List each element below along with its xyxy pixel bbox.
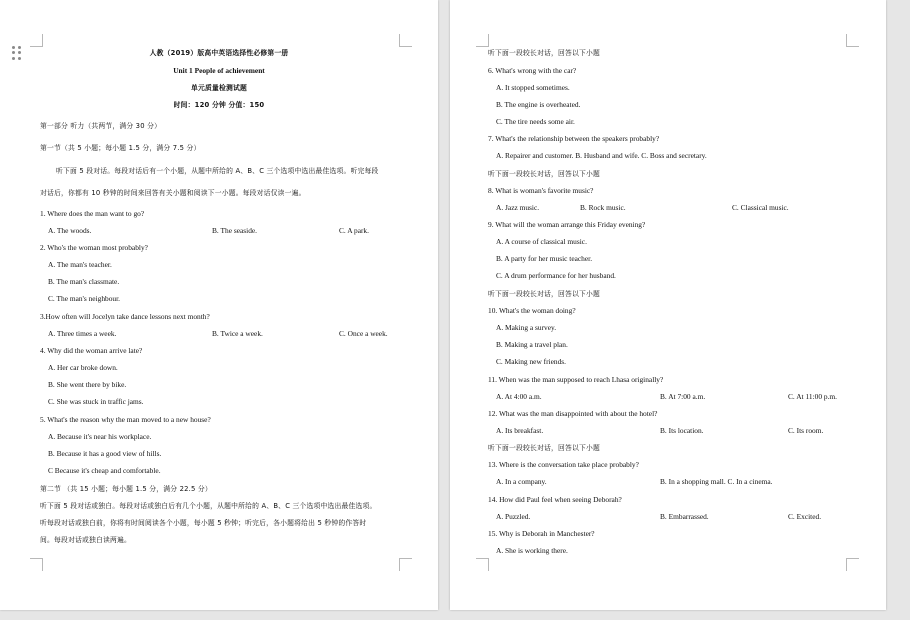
option-b: B. Its location. xyxy=(660,426,704,435)
option-a: A. In a company. xyxy=(496,477,547,486)
corner-mark-top-right xyxy=(399,34,412,47)
option-c: C. At 11:00 p.m. xyxy=(788,392,838,401)
option-b: B. She went there by bike. xyxy=(48,380,127,389)
option-c: C. Its room. xyxy=(788,426,824,435)
dialogue-heading: 听下面一段较长对话，回答以下小题 xyxy=(488,170,600,178)
option-b: B. The engine is overheated. xyxy=(496,100,581,109)
question-3: 3.How often will Jocelyn take dance lessons next month? xyxy=(40,312,210,321)
option-b: B. At 7:00 a.m. xyxy=(660,392,706,401)
corner-mark-top-left xyxy=(30,34,43,47)
time-score: 时间：120 分钟 分值：150 xyxy=(173,101,265,109)
corner-mark-bottom-left xyxy=(30,558,43,571)
instruction-text: 间。每段对话或独白读两遍。 xyxy=(40,536,131,544)
question-10: 10. What's the woman doing? xyxy=(488,306,576,315)
question-12: 12. What was the man disappointed with about the hotel? xyxy=(488,409,658,418)
dialogue-heading: 听下面一段较长对话，回答以下小题 xyxy=(488,49,600,57)
option-c: C. The man's neighbour. xyxy=(48,294,121,303)
option-c: C. The tire needs some air. xyxy=(496,117,575,126)
option-a: A. Because it's near his workplace. xyxy=(48,432,152,441)
option-a: A. Her car broke down. xyxy=(48,363,118,372)
instruction-text: 对话后，你都有 10 秒钟的时间来回答有关小题和阅读下一小题。每段对话仅读一遍。 xyxy=(40,189,306,197)
option-a: A. At 4:00 a.m. xyxy=(496,392,542,401)
option-a: A. Its breakfast. xyxy=(496,426,544,435)
option-c: C. Once a week. xyxy=(339,329,388,338)
question-5: 5. What's the reason why the man moved to a new house? xyxy=(40,415,211,424)
corner-mark-bottom-right xyxy=(399,558,412,571)
section-heading: 第二节 （共 15 小题；每小题 1.5 分，满分 22.5 分） xyxy=(40,485,212,493)
corner-mark-top-right xyxy=(846,34,859,47)
option-a: A. Making a survey. xyxy=(496,323,557,332)
option-a: A. The man's teacher. xyxy=(48,260,112,269)
option-c: C. A drum performance for her husband. xyxy=(496,271,616,280)
corner-mark-bottom-right xyxy=(846,558,859,571)
option-b: B. The man's classmate. xyxy=(48,277,120,286)
question-8: 8. What is woman's favorite music? xyxy=(488,186,594,195)
option-a: A. She is working there. xyxy=(496,546,568,555)
question-6: 6. What's wrong with the car? xyxy=(488,66,577,75)
question-15: 15. Why is Deborah in Manchester? xyxy=(488,529,595,538)
question-7-options: A. Repairer and customer. B. Husband and wife. C. Boss and secretary. xyxy=(496,151,707,160)
option-a: A. Three times a week. xyxy=(48,329,117,338)
question-11: 11. When was the man supposed to reach Lhasa originally? xyxy=(488,375,664,384)
option-c: C. Excited. xyxy=(788,512,822,521)
corner-mark-bottom-left xyxy=(476,558,489,571)
unit-title: Unit 1 People of achievement xyxy=(173,66,265,75)
instruction-text: 听每段对话或独白前，你将有时间阅读各个小题，每小题 5 秒钟；听完后，各小题将给出 5 秒钟的作答时 xyxy=(40,519,367,527)
option-c: C. Making new friends. xyxy=(496,357,566,366)
option-a: A. Puzzled. xyxy=(496,512,531,521)
document-page-1 xyxy=(0,0,438,610)
question-1: 1. Where does the man want to go? xyxy=(40,209,145,218)
option-a: A. Jazz music. xyxy=(496,203,540,212)
option-a: A. It stopped sometimes. xyxy=(496,83,570,92)
option-b: B. A party for her music teacher. xyxy=(496,254,593,263)
instruction-text: 听下面 5 段对话或独白。每段对话或独白后有几个小题，从题中所给的 A、B、C 三个选项中选出最佳选项。 xyxy=(40,502,377,510)
option-b: B. The seaside. xyxy=(212,226,258,235)
question-2: 2. Who's the woman most probably? xyxy=(40,243,148,252)
option-b: B. Because it has a good view of hills. xyxy=(48,449,162,458)
question-7: 7. What's the relationship between the speakers probably? xyxy=(488,134,660,143)
instruction-text: 听下面 5 段对话。每段对话后有一个小题，从题中所给的 A、B、C 三个选项中选出最佳选项。听完每段 xyxy=(56,167,379,175)
document-page-2 xyxy=(450,0,886,610)
option-c: C. Classical music. xyxy=(732,203,789,212)
corner-mark-top-left xyxy=(476,34,489,47)
option-b: B. Twice a week. xyxy=(212,329,263,338)
option-c: C. She was stuck in traffic jams. xyxy=(48,397,144,406)
option-b-c: B. In a shopping mall. C. In a cinema. xyxy=(660,477,773,486)
option-b: B. Rock music. xyxy=(580,203,626,212)
test-subtitle: 单元质量检测试题 xyxy=(191,84,247,92)
option-c: C Because it's cheap and comfortable. xyxy=(48,466,161,475)
option-b: B. Embarrassed. xyxy=(660,512,709,521)
question-4: 4. Why did the woman arrive late? xyxy=(40,346,143,355)
option-b: B. Making a travel plan. xyxy=(496,340,568,349)
part-heading: 第一部分 听力（共两节，满分 30 分） xyxy=(40,122,162,130)
question-9: 9. What will the woman arrange this Friday evening? xyxy=(488,220,646,229)
question-14: 14. How did Paul feel when seeing Deborah? xyxy=(488,495,622,504)
option-a: A. The woods. xyxy=(48,226,92,235)
dialogue-heading: 听下面一段较长对话，回答以下小题 xyxy=(488,290,600,298)
section-heading: 第一节（共 5 小题；每小题 1.5 分，满分 7.5 分） xyxy=(40,144,201,152)
option-c: C. A park. xyxy=(339,226,369,235)
dialogue-heading: 听下面一段较长对话，回答以下小题 xyxy=(488,444,600,452)
document-title: 人教（2019）版高中英语选择性必修第一册 xyxy=(149,49,289,57)
question-13: 13. Where is the conversation take place probably? xyxy=(488,460,639,469)
option-a: A. A course of classical music. xyxy=(496,237,587,246)
